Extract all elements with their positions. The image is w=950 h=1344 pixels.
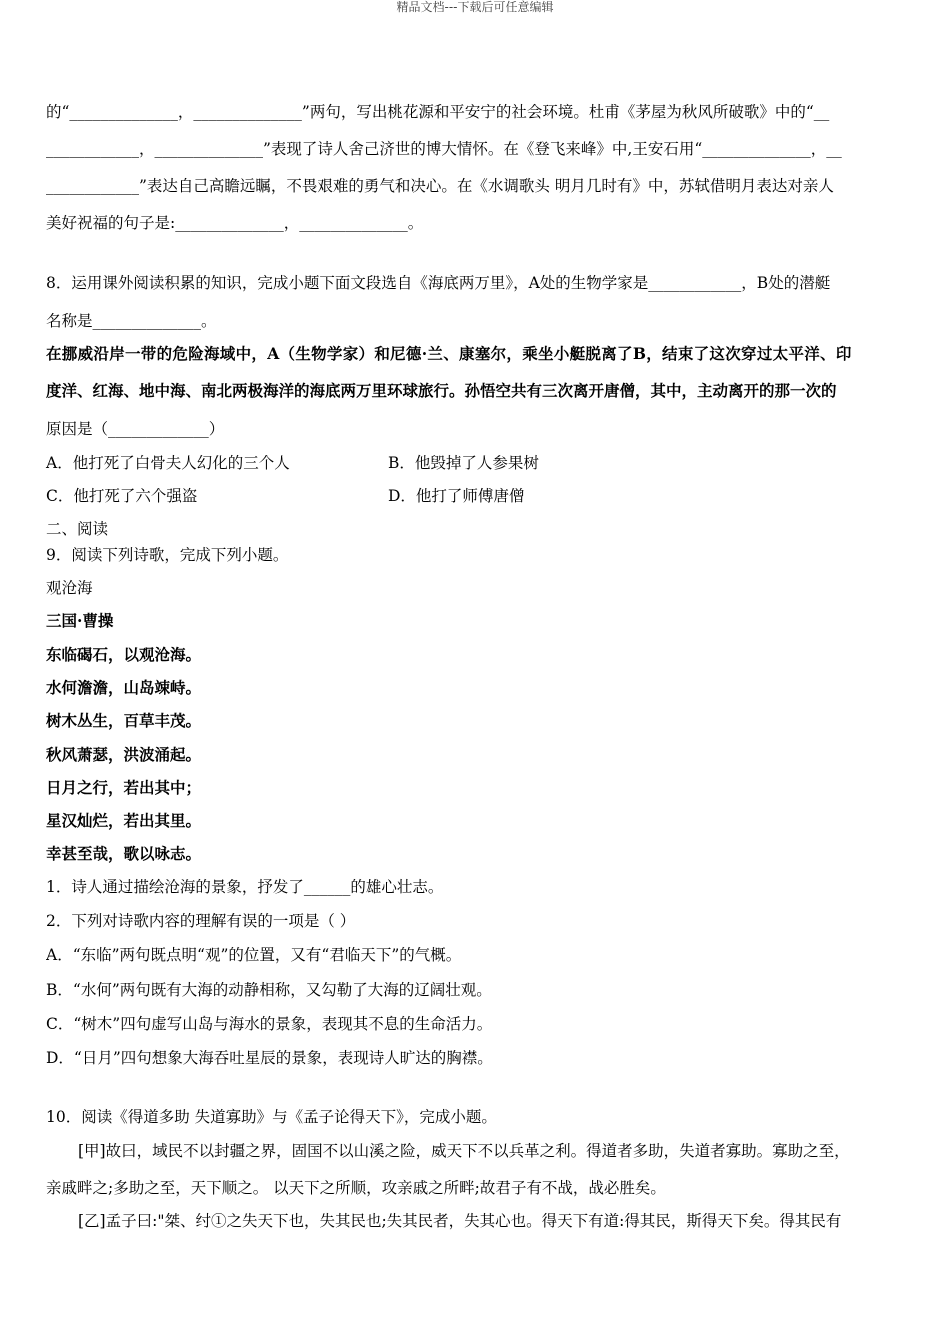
poem-author: 三国·曹操 bbox=[46, 611, 114, 630]
q9-choice-b: B．“水何”两句既有大海的动静相称，又勾勒了大海的辽阔壮观。 bbox=[46, 981, 492, 999]
q10-jia-line-1: [甲]故曰，域民不以封疆之界，固国不以山溪之险，威天下不以兵革之利。得道者多助，失道者寡助。寡助之至， bbox=[78, 1142, 850, 1160]
poem-line: 东临碣石，以观沧海。 bbox=[46, 645, 202, 664]
poem-line: 水何澹澹，山岛竦峙。 bbox=[46, 678, 202, 697]
q10-yi-line-1: [乙]孟子曰:"桀、纣①之失天下也，失其民也;失其民者，失其心也。得天下有道:得其民，斯得天下矣。得其民有 bbox=[78, 1212, 842, 1230]
poem-line: 日月之行，若出其中； bbox=[46, 778, 202, 797]
q8-option-b: B．他毁掉了人参果树 bbox=[388, 454, 539, 472]
q8-option-c: C．他打死了六个强盗 bbox=[46, 487, 198, 505]
q9-title: 9．阅读下列诗歌，完成下列小题。 bbox=[46, 546, 289, 564]
q8-option-a: A．他打死了白骨夫人幻化的三个人 bbox=[46, 454, 290, 472]
q7-line-1: 的“______________，______________”两句，写出桃花源和平安宁的社会环境。杜甫《茅屋为秋风所破歌》中的“__ bbox=[46, 103, 830, 121]
q8-stem-line-1: 8．运用课外阅读积累的知识，完成小题下面文段选自《海底两万里》，A处的生物学家是____________，B处的潜艇 bbox=[46, 274, 831, 292]
q9-choice-a: A．“东临”两句既点明“观”的位置，又有“君临天下”的气概。 bbox=[46, 946, 462, 964]
q9-subquestion-2: 2．下列对诗歌内容的理解有误的一项是（ ） bbox=[46, 912, 356, 930]
q10-jia-line-2: 亲戚畔之;多助之至，天下顺之。 以天下之所顺，攻亲戚之所畔;故君子有不战，战必胜矣。 bbox=[46, 1179, 666, 1197]
q8-passage-line-2: 度洋、红海、地中海、南北两极海洋的海底两万里环球旅行。孙悟空共有三次离开唐僧，其中，主动离开的那一次的 bbox=[46, 381, 837, 400]
section-two-title: 二、阅读 bbox=[46, 520, 109, 538]
q8-stem-line-2: 名称是______________。 bbox=[46, 312, 217, 330]
q9-subquestion-1: 1．诗人通过描绘沧海的景象，抒发了______的雄心壮志。 bbox=[46, 878, 444, 896]
q7-line-3: ____________”表达自己高瞻远瞩，不畏艰难的勇气和决心。在《水调歌头 明月几时有》中，苏轼借明月表达对亲人 bbox=[46, 177, 834, 195]
page-header: 精品文档---下载后可任意编辑 bbox=[396, 0, 554, 14]
poem-title: 观沧海 bbox=[46, 579, 93, 597]
q8-passage-line-1: 在挪威沿岸一带的危险海域中，A（生物学家）和尼德·兰、康塞尔，乘坐小艇脱离了B，结束了这次穿过太平洋、印 bbox=[46, 344, 852, 363]
q7-line-2: ____________，______________”表现了诗人舍己济世的博大情怀。在《登飞来峰》中,王安石用“______________，__ bbox=[46, 140, 842, 158]
poem-line: 树木丛生，百草丰茂。 bbox=[46, 711, 202, 730]
poem-line: 幸甚至哉，歌以咏志。 bbox=[46, 844, 202, 863]
poem-line: 星汉灿烂，若出其里。 bbox=[46, 811, 202, 830]
q9-choice-d: D．“日月”四句想象大海吞吐星辰的景象，表现诗人旷达的胸襟。 bbox=[46, 1049, 493, 1067]
poem-line: 秋风萧瑟，洪波涌起。 bbox=[46, 745, 202, 764]
q8-option-d: D．他打了师傅唐僧 bbox=[388, 487, 525, 505]
q7-line-4: 美好祝福的句子是:______________，______________。 bbox=[46, 214, 424, 232]
q9-choice-c: C．“树木”四句虚写山岛与海水的景象，表现其不息的生命活力。 bbox=[46, 1015, 493, 1033]
q10-title: 10．阅读《得道多助 失道寡助》与《孟子论得天下》，完成小题。 bbox=[46, 1108, 497, 1126]
q8-passage-line-3: 原因是（_____________） bbox=[46, 420, 225, 438]
